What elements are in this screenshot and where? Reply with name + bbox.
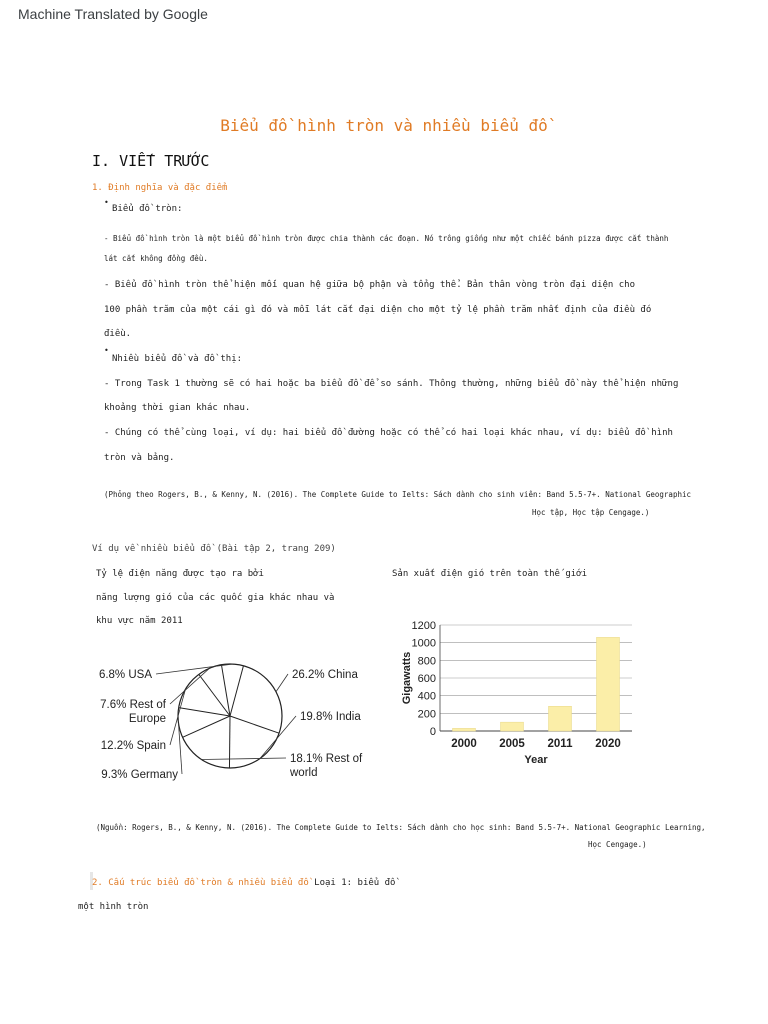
- bar: [500, 722, 523, 731]
- bar-caption: Sản xuất điện gió trên toàn thế giới: [392, 569, 588, 579]
- pie-slice-divider: [229, 716, 230, 768]
- subheading-structure-orange: 2. Cấu trúc biểu đồ tròn & nhiều biểu đồ: [92, 878, 309, 888]
- bar-chart: [396, 615, 646, 770]
- paragraph-line: 100 phần trăm của một cái gì đó và mỗi lát cắt đại diện cho một tỷ lệ phần trăm nhất định của điều đó: [104, 305, 652, 315]
- pie-slice-label: 7.6% Rest of: [100, 699, 166, 711]
- citation-line: Học Cengage.): [588, 840, 647, 849]
- citation-line: Học tập, Học tập Cengage.): [532, 508, 650, 517]
- bullet-icon: •: [104, 198, 109, 207]
- subheading-structure: [92, 878, 395, 888]
- bar-y-tick-label: 800: [417, 655, 436, 668]
- bar-category-label: 2020: [595, 738, 621, 750]
- pie-slice-label: 18.1% Rest of: [290, 753, 363, 765]
- paragraph-line: - Biểu đồ hình tròn thể hiện mối quan hệ giữa bộ phận và tổng thể. Bản thân vòng tròn đại diện cho: [104, 280, 636, 290]
- bar-y-tick-label: 0: [429, 726, 436, 738]
- paragraph-line: - Biểu đồ hình tròn là một biểu đồ hình tròn được chia thành các đoạn. Nó trông giống như một chiếc bánh pizza được cắt thành: [104, 234, 669, 243]
- bar-y-tick-label: 600: [417, 673, 436, 685]
- citation-line: (Phỏng theo Rogers, B., & Kenny, N. (2016). The Complete Guide to Ielts: Sách dành cho sinh viên: Band 5.5-7+. National Geographic: [104, 490, 691, 499]
- bar-category-label: 2005: [499, 738, 525, 750]
- bar-y-tick-label: 1000: [411, 637, 436, 650]
- subheading-definition: 1. Định nghĩa và đặc điểm: [92, 183, 228, 193]
- bar-y-tick-label: 200: [417, 708, 436, 721]
- pie-slice-label: 9.3% Germany: [101, 769, 178, 781]
- bar-y-axis-label: Gigawatts: [401, 651, 413, 705]
- subheading-structure-type: Loại 1: biểu đồ: [314, 878, 396, 888]
- paragraph-line: lát cắt không đồng đều.: [104, 254, 208, 263]
- subheading-structure-line2: một hình tròn: [78, 902, 149, 912]
- bullet-pie-chart: Biểu đồ tròn:: [112, 204, 183, 214]
- paragraph-line: - Chúng có thể cùng loại, ví dụ: hai biểu đồ đường hoặc có thể có hai loại khác nhau, ví dụ: biểu đồ hình: [104, 428, 673, 438]
- bar-x-axis-label: Year: [524, 754, 548, 766]
- pie-slice-label: Europe: [128, 713, 166, 725]
- pie-caption-line: năng lượng gió của các quốc gia khác nhau và: [96, 593, 335, 603]
- pie-slice-label: 19.8% India: [300, 711, 361, 723]
- bar: [548, 706, 571, 731]
- paragraph-line: tròn và bảng.: [104, 453, 175, 463]
- citation-line: (Nguồn: Rogers, B., & Kenny, N. (2016). The Complete Guide to Ielts: Sách dành cho học sinh: Band 5.5-7+. National Geographic Learning,: [96, 823, 706, 832]
- section-heading-1: I. VIẾT TRƯỚC: [92, 152, 210, 170]
- pie-slice-label: 12.2% Spain: [100, 740, 166, 752]
- pie-caption-line: khu vực năm 2011: [96, 616, 183, 626]
- bar: [452, 728, 475, 731]
- example-heading: Ví dụ về nhiều biểu đồ (Bài tập 2, trang 209): [92, 544, 336, 554]
- pie-slice-label: world: [290, 767, 318, 779]
- bar-y-tick-label: 1200: [411, 620, 436, 632]
- bar-category-label: 2000: [451, 738, 477, 750]
- bullet-icon: •: [104, 346, 109, 355]
- bar: [596, 637, 619, 731]
- bar-y-tick-label: 400: [417, 690, 436, 703]
- bar-category-label: 2011: [547, 738, 573, 750]
- document-title: Biểu đồ hình tròn và nhiều biểu đồ: [220, 116, 548, 135]
- bullet-multiple-charts: Nhiều biểu đồ và đồ thị:: [112, 354, 243, 364]
- machine-translated-banner: Machine Translated by Google: [18, 6, 208, 22]
- pie-chart: [90, 650, 390, 800]
- pie-slice-label: 26.2% China: [292, 669, 358, 681]
- pie-caption-line: Tỷ lệ điện năng được tạo ra bởi: [96, 569, 264, 579]
- paragraph-line: khoảng thời gian khác nhau.: [104, 403, 251, 413]
- pie-slice-label: 6.8% USA: [98, 669, 152, 681]
- paragraph-line: điều.: [104, 329, 132, 339]
- pie-leader-line: [276, 674, 288, 692]
- paragraph-line: - Trong Task 1 thường sẽ có hai hoặc ba biểu đồ để so sánh. Thông thường, những biểu đồ này thể hiện những: [104, 379, 679, 389]
